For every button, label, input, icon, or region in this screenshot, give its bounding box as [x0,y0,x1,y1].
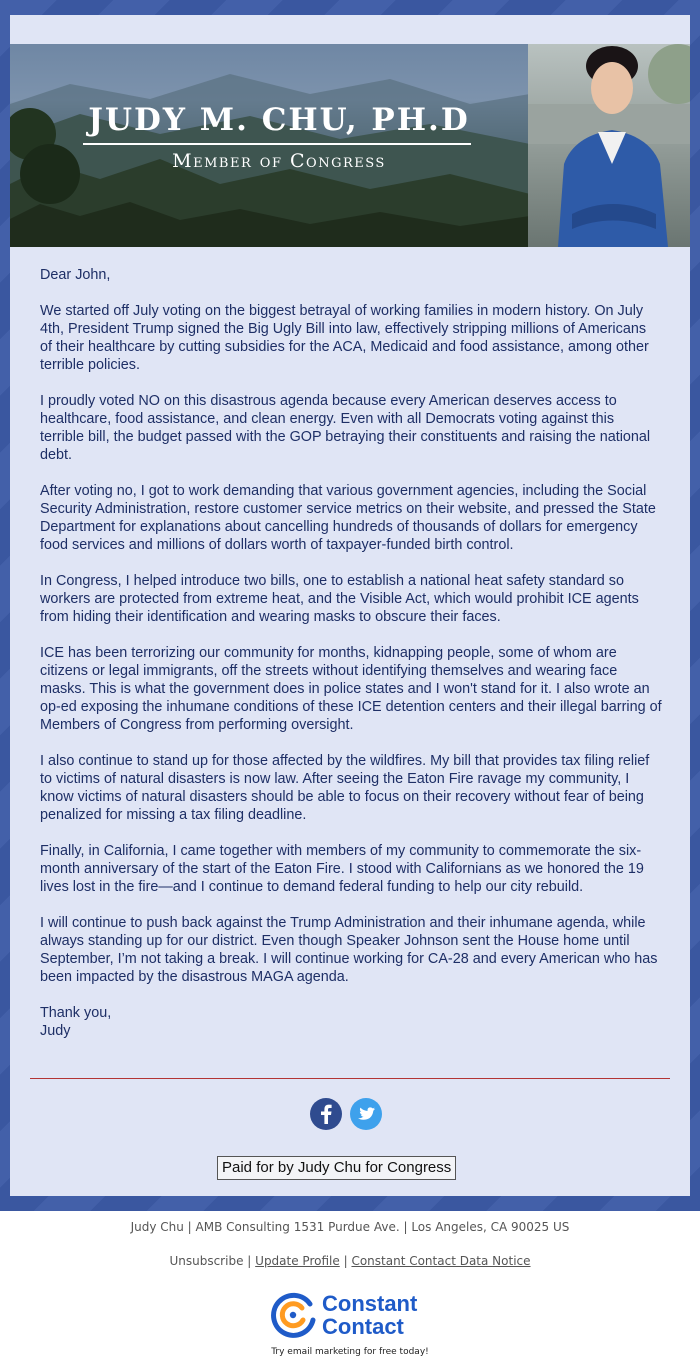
facebook-icon [319,1104,333,1124]
paragraph: Finally, in California, I came together with members of my community to commemorate the six-month anniversary of the start of the Eaton Fire. I stood with Californians as we honored the 19 lives lost in the fire—and I continue to demand federal funding to help our city rebuild. [40,843,644,895]
footer-divider [30,1078,670,1079]
signature: Judy [40,1023,71,1039]
closing [40,1004,662,1040]
paragraph: I also continue to stand up for those affected by the wildfires. My bill that provides tax filing relief to victims of natural disasters is now law. After seeing the Eaton Fire ravage my community, I know victims of natural disasters should be able to focus on their recovery without fear of being penalized for missing a tax filing deadline. [40,753,650,823]
link-separator: | [343,1254,348,1268]
update-profile-link[interactable]: Update Profile [255,1254,340,1268]
banner-divider [83,143,471,145]
paragraph: We started off July voting on the biggest betrayal of working families in modern history. On July 4th, President Trump signed the Big Ugly Bill into law, effectively stripping millions of Americans of their healthcare by cutting subsidies for the ACA, Medicaid and food assistance, among other terrible policies. [40,303,649,373]
facebook-button[interactable] [310,1098,342,1130]
footer-links [0,1254,700,1268]
banner-subtitle: Member of Congress [172,150,386,172]
footer-address: Judy Chu | AMB Consulting 1531 Purdue Ave. | Los Angeles, CA 90025 US [130,1220,570,1234]
brand-line-2: Contact [322,1314,404,1339]
constant-contact-tagline[interactable]: Try email marketing for free today! [271,1347,429,1357]
unsubscribe-link[interactable]: Unsubscribe [169,1254,244,1268]
constant-contact-logo-icon[interactable] [270,1292,316,1338]
paragraph: ICE has been terrorizing our community for months, kidnapping people, some of whom are citizens or legal immigrants, off the streets without identifying themselves and wearing face masks. This is what the government does in police states and I won't stand for it. I also wrote an op-ed exposing the inhumane conditions of these ICE detention centers and their illegal barring of Members of Congress from performing oversight. [40,645,662,733]
paragraph: After voting no, I got to work demanding that various government agencies, including the Social Security Administration, restore customer service metrics on their website, and pressed the State Department for explanations about cancelling hundreds of thousands of dollars for emergency food services and millions of dollars worth of taxpayer-funded birth control. [40,483,656,553]
paid-for-disclaimer: Paid for by Judy Chu for Congress [217,1156,456,1180]
header-banner [10,44,690,247]
twitter-button[interactable] [350,1098,382,1130]
greeting: Dear John, [40,267,111,283]
paragraph: I will continue to push back against the Trump Administration and their inhumane agenda, while always standing up for our district. Even though Speaker Johnson sent the House home until September, I’m not taking a break. I will continue working for CA-28 and every American who has been impacted by the disastrous MAGA agenda. [40,915,658,985]
paragraph: I proudly voted NO on this disastrous agenda because every American deserves access to healthcare, food assistance, and clean energy. Even with all Democrats voting against this terrible bill, the budget passed with the GOP betraying their constituents and raising the national debt. [40,393,651,463]
data-notice-link[interactable]: Constant Contact Data Notice [351,1254,531,1268]
brand-line-1: Constant [322,1291,418,1316]
twitter-icon [357,1107,375,1122]
portrait-photo [528,44,690,247]
closing-text: Thank you, [40,1005,112,1021]
letter-body [40,266,662,1040]
link-separator: | [247,1254,252,1268]
banner-title: JUDY M. CHU, PH.D [88,102,470,138]
constant-contact-wordmark[interactable] [322,1292,417,1338]
paragraph: In Congress, I helped introduce two bills, one to establish a national heat safety standard so workers are protected from extreme heat, and the Visible Act, which would prohibit ICE agents from hiding their identification and wearing masks to obscure their faces. [40,573,639,625]
